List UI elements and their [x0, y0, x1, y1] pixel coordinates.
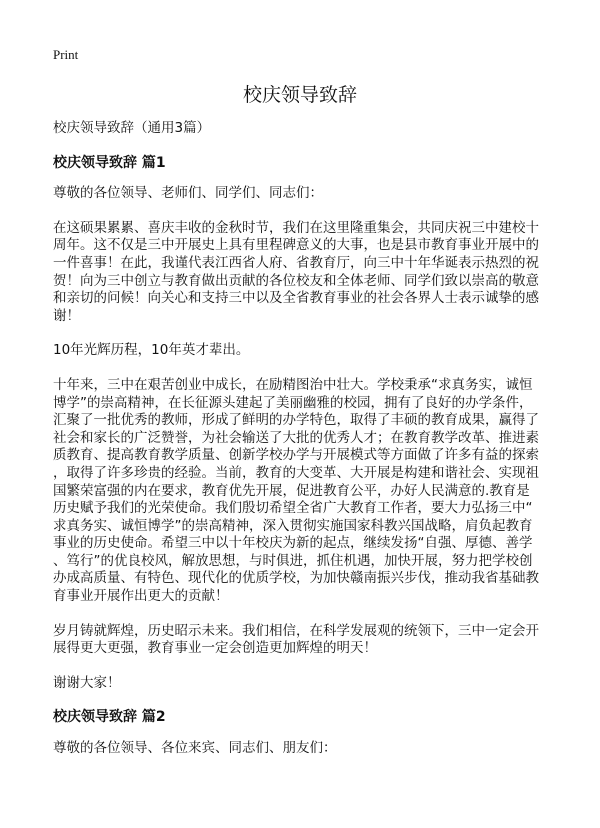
page-title: 校庆领导致辞 — [242, 84, 357, 106]
paragraph-1 — [53, 219, 539, 326]
text-line: 育事业开展作出更大的贡献！ — [53, 588, 229, 605]
text-line: 和亲切的问候！向关心和支持三中以及全省教育事业的社会各界人士表示诚挚的感 — [53, 290, 539, 307]
section-heading-2: 校庆领导致辞 篇2 — [53, 709, 166, 726]
greeting-2: 尊敬的各位领导、各位来宾、同志们、朋友们： — [53, 740, 337, 757]
paragraph-2: 10年光辉历程，10年英才辈出。 — [53, 342, 250, 359]
text-line: 博学”的崇高精神，在长征源头建起了美丽幽雅的校园，拥有了良好的办学条件， — [53, 394, 533, 411]
text-line: 办成高质量、有特色、现代化的优质学校，为加快赣南振兴步伐，推动我省基础教 — [53, 570, 539, 587]
paragraph-3 — [53, 376, 539, 606]
text-line: 事业的历史使命。希望三中以十年校庆为新的起点，继续发扬“自强、厚德、善学 — [53, 535, 533, 552]
text-line: 岁月铸就辉煌，历史昭示未来。我们相信，在科学发展观的统领下，三中一定会开 — [53, 622, 539, 639]
text-line: 谢！ — [53, 307, 80, 324]
text-line: ，取得了许多珍贵的经验。当前，教育的大变革、大开展是构建和谐社会、实现祖 — [53, 464, 539, 481]
subtitle: 校庆领导致辞（通用3篇） — [53, 120, 211, 136]
text-line: 汇聚了一批优秀的教师，形成了鲜明的办学特色，取得了丰硕的教育成果，赢得了 — [53, 412, 539, 429]
print-link[interactable]: Print — [53, 47, 79, 62]
text-line: 求真务实、诚恒博学”的崇高精神，深入贯彻实施国家科教兴国战略，肩负起教育 — [53, 517, 533, 534]
text-line: 社会和家长的广泛赞誉，为社会输送了大批的优秀人才；在教育教学改革、推进素 — [53, 429, 539, 446]
text-line: 一件喜事！在此，我谨代表江西省人府、省教育厅，向三中十年华诞表示热烈的祝 — [53, 254, 539, 271]
text-line: 、笃行”的优良校风，解放思想，与时俱进，抓住机遇，加快开展，努力把学校创 — [53, 552, 533, 569]
text-line: 展得更大更强，教育事业一定会创造更加辉煌的明天！ — [53, 640, 377, 657]
greeting-1: 尊敬的各位领导、老师们、同学们、同志们： — [53, 185, 323, 202]
text-line: 周年。这不仅是三中开展史上具有里程碑意义的大事，也是县市教育事业开展中的 — [53, 237, 539, 254]
text-line: 十年来，三中在艰苦创业中成长，在励精图治中壮大。学校秉承“求真务实，诚恒 — [53, 376, 533, 393]
thanks: 谢谢大家！ — [53, 674, 121, 691]
section-heading-1: 校庆领导致辞 篇1 — [53, 154, 166, 171]
text-line: 贺！向为三中创立与教育做出贡献的各位校友和全体老师、同学们致以崇高的敬意 — [53, 272, 539, 289]
text-line: 国繁荣富强的内在要求，教育优先开展，促进教育公平，办好人民满意的.教育是 — [53, 482, 530, 499]
text-line: 历史赋予我们的光荣使命。我们殷切希望全省广大教育工作者，要大力弘扬三中“ — [53, 500, 533, 517]
paragraph-4 — [53, 622, 539, 658]
document-body — [53, 120, 539, 775]
text-line: 在这硕果累累、喜庆丰收的金秋时节，我们在这里隆重集会，共同庆祝三中建校十 — [53, 219, 539, 236]
text-line: 质教育、提高教育教学质量、创新学校办学与开展模式等方面做了许多有益的探索 — [53, 447, 539, 464]
